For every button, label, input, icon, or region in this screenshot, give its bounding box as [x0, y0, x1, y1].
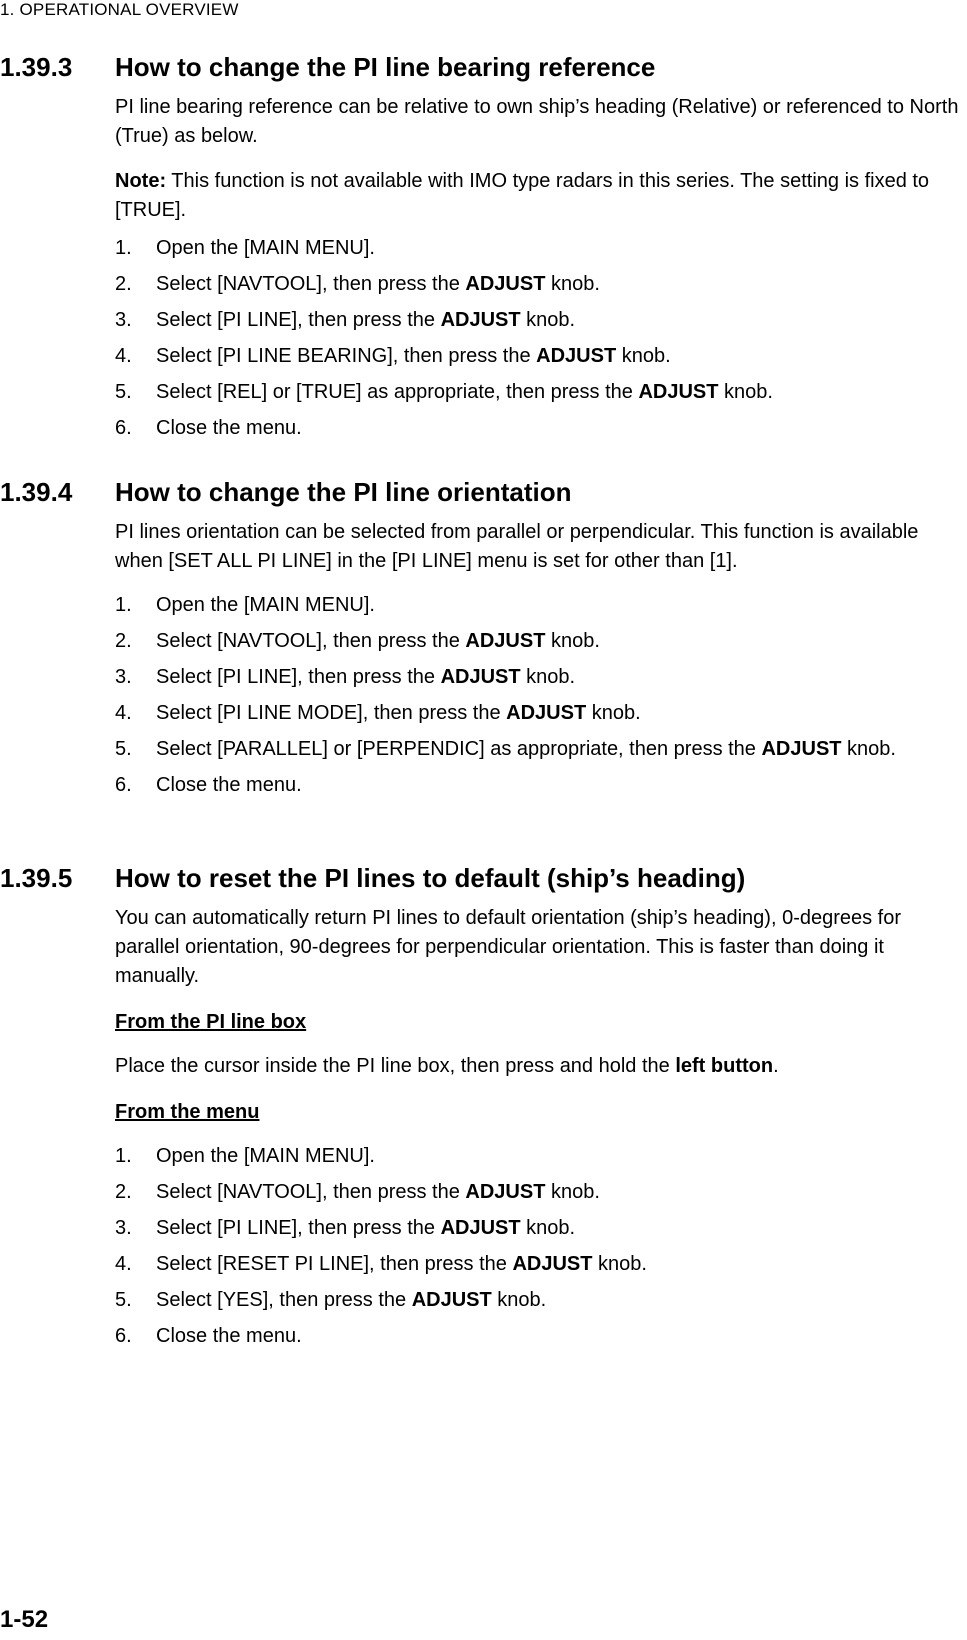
- step-bold-text: ADJUST: [440, 1217, 521, 1239]
- step-text: Select [PI LINE], then press the: [156, 1217, 441, 1239]
- step-item: [115, 307, 960, 334]
- step-text-end: knob.: [491, 1289, 547, 1311]
- page-number: 1-52: [0, 1606, 49, 1633]
- step-text: Open the [MAIN MENU].: [156, 1145, 375, 1167]
- step-bold-text: ADJUST: [440, 309, 521, 331]
- step-item: [115, 628, 960, 655]
- box-instruction: [115, 1052, 960, 1081]
- step-bold-text: ADJUST: [411, 1289, 492, 1311]
- step-text: Select [NAVTOOL], then press the: [156, 630, 466, 652]
- step-number: 2.: [115, 630, 132, 652]
- step-item: [115, 1251, 960, 1278]
- step-number: 1.: [115, 594, 132, 616]
- step-text: Select [RESET PI LINE], then press the: [156, 1253, 513, 1275]
- procedure-steps: [115, 592, 960, 799]
- step-item: [115, 235, 960, 262]
- step-text: Select [YES], then press the: [156, 1289, 412, 1311]
- step-text: Select [NAVTOOL], then press the: [156, 1181, 466, 1203]
- step-item: [115, 1287, 960, 1314]
- step-item: [115, 343, 960, 370]
- step-item: [115, 1323, 960, 1350]
- step-number: 6.: [115, 774, 132, 796]
- section-number: 1.39.3: [0, 52, 73, 82]
- step-item: [115, 1179, 960, 1206]
- step-text-end: knob.: [718, 381, 773, 403]
- step-bold-text: ADJUST: [536, 345, 617, 367]
- procedure-steps: [115, 1143, 960, 1350]
- note-label: Note:: [115, 170, 167, 192]
- step-number: 4.: [115, 345, 132, 367]
- step-text: Close the menu.: [156, 1325, 302, 1347]
- step-text: Open the [MAIN MENU].: [156, 237, 375, 259]
- section-title: How to change the PI line bearing reference: [115, 52, 656, 82]
- step-number: 3.: [115, 309, 132, 331]
- step-text: Close the menu.: [156, 774, 302, 796]
- section-title: How to reset the PI lines to default (ship’s heading): [115, 863, 746, 893]
- step-item: [115, 271, 960, 298]
- section-heading: [0, 861, 967, 895]
- instruction-end: .: [773, 1055, 779, 1077]
- section-reset-lines: [0, 861, 967, 1359]
- step-text: Select [PI LINE BEARING], then press the: [156, 345, 537, 367]
- note-paragraph: [115, 167, 960, 225]
- step-number: 4.: [115, 702, 132, 724]
- step-text-end: knob.: [545, 1181, 600, 1203]
- subheading-from-menu: From the menu: [115, 1101, 260, 1123]
- section-intro: You can automatically return PI lines to default orientation (ship’s heading), 0-degrees for parallel orientation, 90-degrees for perpendicular orientation. This is faster than doing it manually.: [115, 907, 902, 987]
- step-number: 4.: [115, 1253, 132, 1275]
- step-item: [115, 592, 960, 619]
- step-number: 6.: [115, 417, 132, 439]
- step-bold-text: ADJUST: [465, 630, 546, 652]
- step-number: 6.: [115, 1325, 132, 1347]
- section-intro: PI line bearing reference can be relative to own ship’s heading (Relative) or referenced to North (True) as below.: [115, 96, 959, 147]
- step-text: Select [REL] or [TRUE] as appropriate, then press the: [156, 381, 639, 403]
- step-number: 5.: [115, 1289, 132, 1311]
- section-number: 1.39.4: [0, 477, 73, 507]
- step-number: 3.: [115, 1217, 132, 1239]
- step-text: Select [PARALLEL] or [PERPENDIC] as appropriate, then press the: [156, 738, 762, 760]
- step-bold-text: ADJUST: [761, 738, 842, 760]
- step-number: 2.: [115, 273, 132, 295]
- step-text-end: knob.: [592, 1253, 647, 1275]
- step-text-end: knob.: [545, 273, 600, 295]
- step-text-end: knob.: [841, 738, 896, 760]
- step-number: 5.: [115, 381, 132, 403]
- step-item: [115, 1215, 960, 1242]
- step-item: [115, 700, 960, 727]
- step-item: [115, 379, 960, 406]
- subheading-from-box: From the PI line box: [115, 1011, 307, 1033]
- running-header: 1. OPERATIONAL OVERVIEW: [0, 0, 239, 19]
- step-number: 5.: [115, 738, 132, 760]
- step-bold-text: ADJUST: [465, 273, 546, 295]
- step-number: 1.: [115, 237, 132, 259]
- instruction-bold: left button: [675, 1055, 774, 1077]
- step-text: Select [PI LINE MODE], then press the: [156, 702, 507, 724]
- step-text-end: knob.: [545, 630, 600, 652]
- section-heading: [0, 50, 967, 84]
- section-number: 1.39.5: [0, 863, 73, 893]
- step-item: [115, 772, 960, 799]
- step-text: Select [NAVTOOL], then press the: [156, 273, 466, 295]
- step-text: Select [PI LINE], then press the: [156, 309, 441, 331]
- step-text: Open the [MAIN MENU].: [156, 594, 375, 616]
- step-text: Select [PI LINE], then press the: [156, 666, 441, 688]
- section-bearing-reference: [0, 50, 967, 451]
- step-text-end: knob.: [520, 1217, 576, 1239]
- step-text-end: knob.: [616, 345, 671, 367]
- step-item: [115, 415, 960, 442]
- step-item: [115, 664, 960, 691]
- step-bold-text: ADJUST: [506, 702, 587, 724]
- section-line-orientation: [0, 475, 967, 808]
- step-bold-text: ADJUST: [638, 381, 719, 403]
- step-text-end: knob.: [520, 666, 576, 688]
- step-number: 1.: [115, 1145, 132, 1167]
- step-text-end: knob.: [586, 702, 641, 724]
- step-item: [115, 736, 960, 763]
- section-heading: [0, 475, 967, 509]
- step-bold-text: ADJUST: [465, 1181, 546, 1203]
- section-title: How to change the PI line orientation: [115, 477, 572, 507]
- step-number: 2.: [115, 1181, 132, 1203]
- step-text-end: knob.: [520, 309, 576, 331]
- step-bold-text: ADJUST: [440, 666, 521, 688]
- procedure-steps: [115, 235, 960, 442]
- step-number: 3.: [115, 666, 132, 688]
- step-item: [115, 1143, 960, 1170]
- note-text: This function is not available with IMO type radars in this series. The setting is fixed to [TRUE].: [115, 170, 930, 221]
- instruction-text: Place the cursor inside the PI line box, then press and hold the: [115, 1055, 676, 1077]
- section-intro: PI lines orientation can be selected from parallel or perpendicular. This function is available when [SET ALL PI LINE] in the [PI LINE] menu is set for other than [1].: [115, 521, 919, 572]
- step-bold-text: ADJUST: [512, 1253, 593, 1275]
- step-text: Close the menu.: [156, 417, 302, 439]
